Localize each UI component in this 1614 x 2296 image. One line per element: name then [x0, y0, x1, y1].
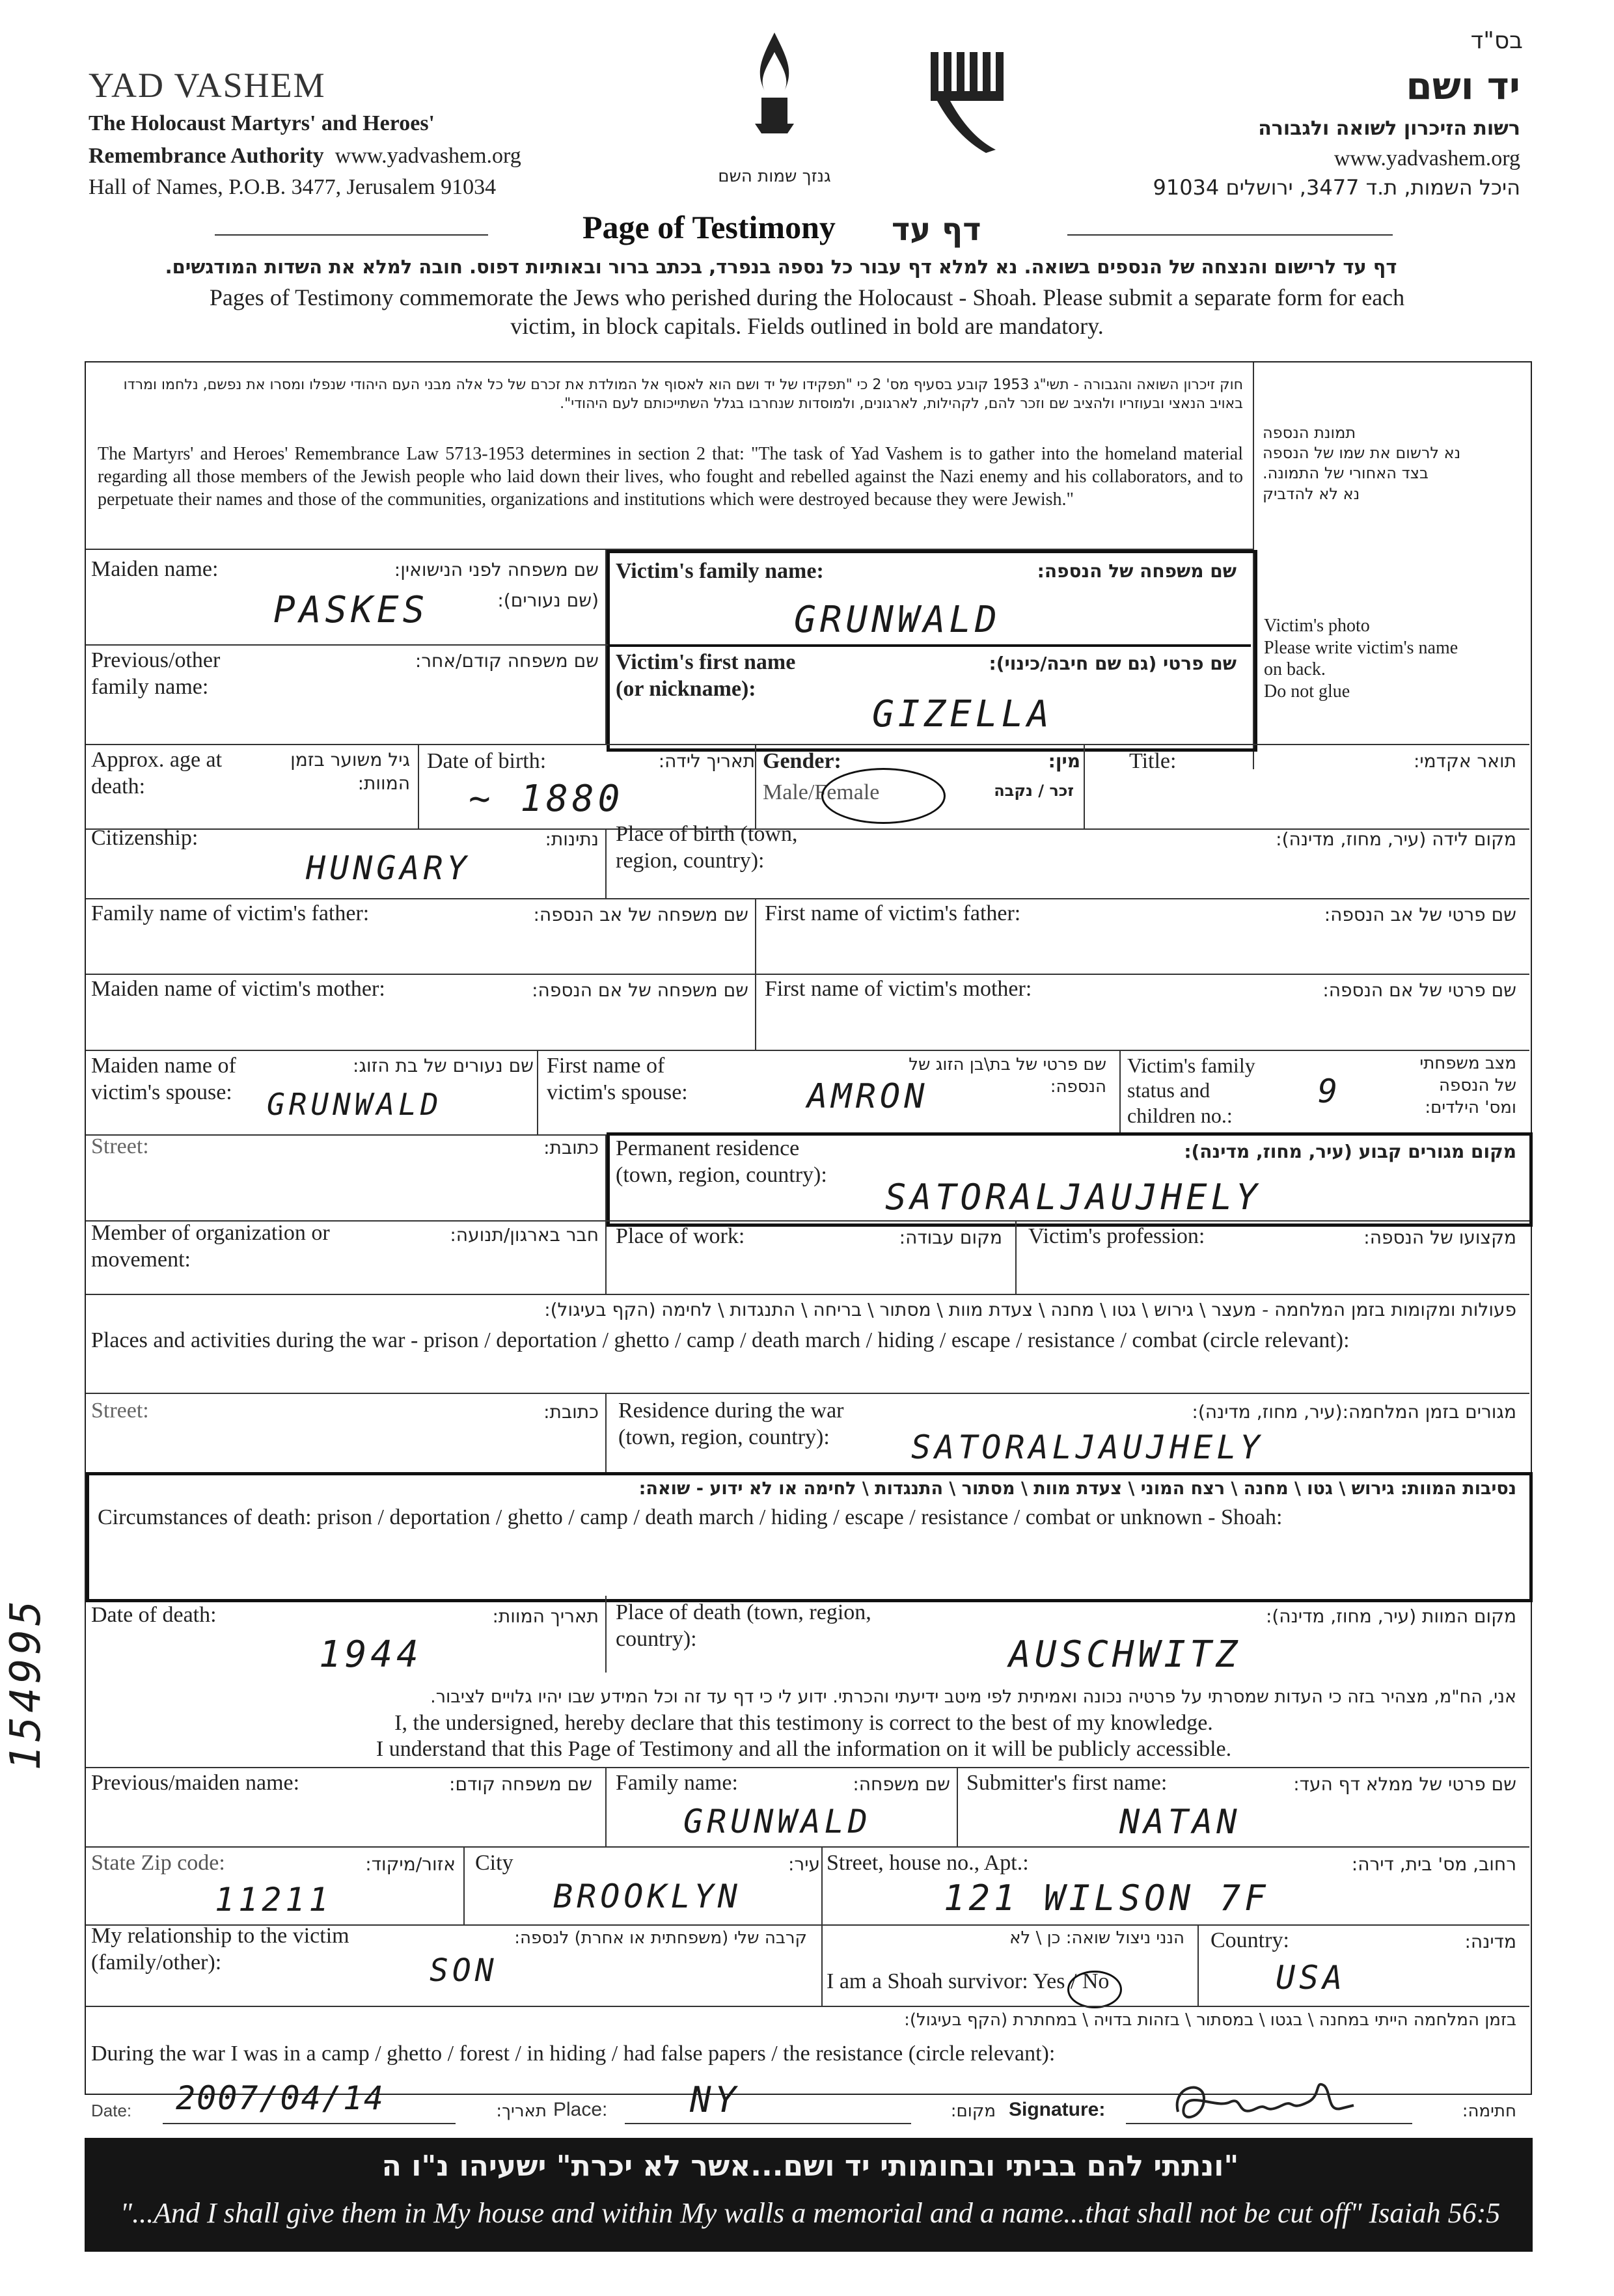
flame-emblem-icon [735, 26, 814, 143]
street-label-he: כתובת: [543, 1137, 599, 1158]
country-label-he: מדינה: [1464, 1931, 1516, 1952]
prev-label-he: שם משפחה קודם/אחר: [415, 650, 599, 672]
addr-label: Street, house no., Apt.: [827, 1851, 1029, 1875]
intro-en-2: victim, in block capitals. Fields outlined in bold are mandatory. [510, 313, 1104, 339]
status-label-he: מצב משפחתי של הנספה ומס' הילדים: [1419, 1054, 1516, 1117]
sub-first-label-he: שם פרטי של ממלא דף העד: [1293, 1773, 1516, 1795]
maiden-label-he2: (שם נעורים): [497, 590, 599, 611]
maiden-label: Maiden name: [91, 557, 219, 581]
sub-family-label: Family name: [616, 1771, 738, 1795]
first-label-he: שם פרטי (גם שם חיבה/כינוי): [989, 653, 1237, 674]
photo-he: תמונת הנספה נא לרשום את שמו של הנספה בצד האחורי של התמונה. נא לא להדביק [1263, 424, 1461, 503]
work-label-he: מקום עבודה: [899, 1227, 1002, 1248]
age-label: Approx. age at death: [91, 748, 223, 799]
status-label: Victim's family status and children no.: [1127, 1054, 1255, 1127]
pod-value[interactable]: AUSCHWITZ [1009, 1633, 1242, 1676]
org-address-he: היכל השמות, ת.ד 3477, ירושלים 91034 [1153, 175, 1520, 200]
mother-maiden-label: Maiden name of victim's mother: [91, 977, 385, 1001]
profession-label: Victim's profession: [1028, 1224, 1205, 1248]
intro-he: דף עד לרישום והנצחה של הנספים בשואה. נא למלא דף עבור כל נספה בנפרד, בכתב ברור ובאותיות דפוס. חובה למלא את השדות המודגשים. [165, 256, 1397, 278]
sub-first-label: Submitter's first name: [966, 1771, 1168, 1795]
pod-label-he: מקום המוות (עיר, מחוז, מדינה): [1265, 1606, 1516, 1627]
activities-label-he: פעולות ומקומות בזמן המלחמה - מעצר \ גירוש \ גטו \ מחנה \ צעדת מוות \ מסתור \ בריחה \ התנגדות \ לחימה (הקף בעיגול): [544, 1299, 1516, 1320]
emblem-text: גנזך שמות השם [718, 167, 831, 186]
relationship-label: My relationship to the victim (family/other): [91, 1924, 349, 1975]
org-name-he: יד ושם [1406, 64, 1520, 108]
city-value[interactable]: BROOKLYN [553, 1878, 741, 1915]
dod-value[interactable]: 1944 [319, 1633, 422, 1676]
father-first-label: First name of victim's father: [765, 901, 1021, 925]
activities-label[interactable]: Places and activities during the war - prison / deportation / ghetto / camp / death march / hiding / escape / resistance / combat (circle relevant): [91, 1328, 1350, 1352]
title-label: Title: [1129, 749, 1177, 773]
sub-first-value[interactable]: NATAN [1119, 1803, 1241, 1842]
spouse-first-label: First name of victim's spouse: [547, 1054, 688, 1104]
yad-vashem-logo-icon [924, 46, 1015, 156]
page-title-he: דף עד [892, 212, 981, 248]
city-label-he: עיר: [787, 1853, 820, 1875]
perm-res-label-he: מקום מגורים קבוע (עיר, מחוז, מדינה): [1184, 1141, 1516, 1162]
place-label: Place: [553, 2099, 608, 2120]
org-name-en: YAD VASHEM [89, 66, 326, 105]
zip-value[interactable]: 11211 [215, 1881, 333, 1919]
signature-label-he: חתימה: [1462, 2101, 1516, 2121]
place-value[interactable]: NY [690, 2079, 741, 2120]
maiden-label-he: שם משפחה לפני הנישואין: [394, 559, 599, 581]
org-url-he: www.yadvashem.org [1334, 146, 1520, 171]
survivor-label-he: הנני ניצול שואה: כן \ לא [1009, 1928, 1184, 1948]
law-he: חוק זיכרון השואה והגבורה - תשי"ג 1953 קובע בסעיף מס' 2 כי "תפקידו של יד ושם הוא לאסוף אל המולדת את זכרם של כל אלה מבני העם היהודי שנפלו ומסרו את נפשם, נלחמו ומרדו באויב הנאצי ובעוזריו ולהציב שם וזכר להם, לקהילות, לארגונים, ולמוסדות שנחרבו בגלל השתייכותם לעם היהודי". [123, 377, 1243, 412]
maiden-value[interactable]: PASKES [273, 589, 429, 631]
bsd-mark: בס"ד [1470, 27, 1523, 54]
family-label-he: שם משפחה של הנספה: [1037, 560, 1237, 582]
org-sub-en-1: The Holocaust Martyrs' and Heroes' [89, 111, 435, 135]
dod-label-he: תאריך המוות: [492, 1606, 599, 1627]
org-sub-en-2: Remembrance Authority [89, 144, 324, 168]
during-label[interactable]: During the war I was in a camp / ghetto / forest / in hiding / had false papers / the resistance (circle relevant): [91, 2042, 1056, 2066]
mother-first-label: First name of victim's mother: [765, 977, 1032, 1001]
page-title: Page of Testimony [582, 209, 836, 245]
org-sub-he: רשות הזיכרון לשואה ולגבורה [1258, 117, 1520, 140]
street-label: Street: [91, 1134, 149, 1158]
dob-label-he: תאריך לידה: [658, 750, 755, 772]
org-address-en: Hall of Names, P.O.B. 3477, Jerusalem 91034 [89, 175, 497, 199]
circumstances-label[interactable]: Circumstances of death: prison / deportation / ghetto / camp / death march / hiding / escape / resistance / combat or unknown - Shoah: [98, 1505, 1283, 1529]
during-label-he: בזמן המלחמה הייתי במחנה \ בגטו \ במסתור \ בזהות בדויה \ במחתרת (הקף בעיגול): [904, 2010, 1516, 2030]
citizenship-value[interactable]: HUNGARY [306, 849, 471, 887]
place-label-he: מקום: [950, 2101, 996, 2121]
dob-label: Date of birth: [427, 749, 547, 773]
title-label-he: תואר אקדמי: [1413, 750, 1516, 772]
prev-label: Previous/other family name: [91, 648, 221, 699]
father-family-label-he: שם משפחה של אב הנספה: [533, 904, 748, 925]
country-label: Country: [1210, 1928, 1289, 1952]
footer-quote-he: "ונתתי להם בביתי ובחומותי יד ושם...אשר לא יכרת" ישעיהו נ"ו ה [381, 2150, 1239, 2183]
dob-value[interactable]: ~ 1880 [469, 778, 624, 820]
sub-family-value[interactable]: GRUNWALD [683, 1803, 871, 1840]
gender-circle-mark [821, 768, 946, 824]
profession-label-he: מקצועו של הנספה: [1363, 1227, 1516, 1248]
citizenship-label: Citizenship: [91, 826, 198, 850]
circumstances-label-he: נסיבות המוות: גירוש \ גטו \ מחנה \ רצח המוני \ צעדת מוות \ מסתור \ התנגדות \ לחימה או לא ידוע - שואה: [638, 1479, 1516, 1499]
date-label-he: תאריך: [496, 2101, 547, 2121]
family-label: Victim's family name: [616, 559, 824, 583]
dod-label: Date of death: [91, 1603, 217, 1627]
spouse-first-label-he: שם פרטי של בת\בן הזוג של הנספה: [909, 1055, 1106, 1097]
country-value[interactable]: USA [1276, 1959, 1347, 1997]
gender-options[interactable]: Male/Female [763, 780, 880, 804]
relationship-label-he: קרבה שלי (משפחתית או אחרת) לנספה: [514, 1928, 807, 1948]
children-value[interactable]: 9 [1318, 1073, 1342, 1110]
spouse-maiden-value[interactable]: GRUNWALD [267, 1087, 443, 1122]
zip-label-he: אזור/מיקוד: [365, 1853, 456, 1875]
street-value[interactable]: 121 WILSON 7F [944, 1878, 1270, 1919]
spouse-first-value[interactable]: AMRON [807, 1077, 929, 1116]
sub-prev-label-he: שם משפחה קודם: [449, 1773, 592, 1795]
perm-res-label: Permanent residence (town, region, country): [616, 1136, 827, 1187]
declare-en-1: I, the undersigned, hereby declare that this testimony is correct to the best of my knowledge. [394, 1711, 1213, 1735]
war-res-value[interactable]: SATORALJAUJHELY [911, 1428, 1264, 1466]
spouse-maiden-label-he: שם נעורים של בת הזוג: [353, 1055, 534, 1076]
date-label: Date: [91, 2101, 132, 2120]
date-value[interactable]: 2007/04/14 [176, 2079, 385, 2117]
survivor-circle-mark [1067, 1971, 1122, 2008]
photo-en: Victim's photo Please write victim's name on back. Do not glue [1264, 616, 1458, 702]
pob-label-he: מקום לידה (עיר, מחוז, מדינה): [1276, 828, 1516, 850]
gender-label-he: מין: [1048, 750, 1080, 772]
addr-label-he: רחוב, מס' בית, דירה: [1351, 1853, 1516, 1875]
survivor-label[interactable]: I am a Shoah survivor: Yes / No [827, 1969, 1110, 1993]
street2-label: Street: [91, 1399, 149, 1423]
signature-label: Signature: [1009, 2099, 1106, 2120]
father-family-label: Family name of victim's father: [91, 901, 370, 925]
side-number: 154995 [2, 1596, 50, 1771]
mother-maiden-label-he: שם משפחה של אם הנספה: [532, 979, 748, 1001]
gender-label: Gender: [763, 749, 841, 773]
signature-scribble-icon[interactable] [1165, 2073, 1360, 2131]
perm-res-value[interactable]: SATORALJAUJHELY [885, 1177, 1261, 1218]
spouse-maiden-label: Maiden name of victim's spouse: [91, 1054, 236, 1104]
intro-en-1: Pages of Testimony commemorate the Jews who perished during the Holocaust - Shoah. Please submit a separate form for each [209, 284, 1405, 310]
member-label: Member of organization or movement: [91, 1221, 330, 1272]
age-label-he: גיל משוער בזמן המוות: [290, 749, 410, 795]
war-res-label: Residence during the war (town, region, country): [618, 1399, 844, 1449]
pob-label: Place of birth (town, region, country): [616, 822, 798, 873]
relationship-value[interactable]: SON [430, 1952, 498, 1989]
mother-first-label-he: שם פרטי של אם הנספה: [1322, 979, 1516, 1001]
citizenship-label-he: נתינות: [545, 828, 599, 850]
work-label: Place of work: [616, 1224, 745, 1248]
family-value[interactable]: GRUNWALD [794, 599, 1001, 641]
declare-en-2: I understand that this Page of Testimony and all the information on it will be publicly accessible. [376, 1737, 1232, 1761]
declare-he: אני, הח"מ, מצהיר בזה כי העדות שמסרתי על פרטיה נכונה ואמיתית לפי מיטב ידיעתי והכרתי. ידוע לי כי דף עד זה וכל המידע שבו יהיו גלויים לציבור. [430, 1687, 1516, 1707]
law-en: The Martyrs' and Heroes' Remembrance Law 5713-1953 determines in section 2 that: "The task of Yad Vashem is to gather into the homeland material regarding all those members of the Jewish people who laid down their lives, who fought and rebelled against the Nazi enemy and his collaborators, and to perpetuate their names and those of the communities, organizations and institutions which were destroyed because they were Jewish." [98, 444, 1243, 510]
member-label-he: חבר בארגון/תנועה: [450, 1224, 599, 1246]
zip-label: State Zip code: [91, 1851, 225, 1875]
first-value[interactable]: GIZELLA [872, 693, 1054, 735]
war-res-label-he: מגורים בזמן המלחמה:(עיר, מחוז, מדינה): [1192, 1401, 1516, 1423]
pod-label: Place of death (town, region, country): [616, 1600, 871, 1651]
first-label: Victim's first name (or nickname): [616, 650, 796, 701]
city-label: City [475, 1851, 513, 1875]
org-url-en: www.yadvashem.org [335, 144, 521, 168]
gender-options-he: זכר / נקבה [994, 782, 1074, 800]
sub-family-label-he: שם משפחה: [853, 1773, 950, 1795]
street2-label-he: כתובת: [543, 1401, 599, 1423]
father-first-label-he: שם פרטי של אב הנספה: [1324, 904, 1516, 925]
footer-quote-en: "...And I shall give them in My house and within My walls a memorial and a name...that shall not be cut off" Isaiah 56:5 [120, 2197, 1501, 2229]
sub-prev-label: Previous/maiden name: [91, 1771, 300, 1795]
